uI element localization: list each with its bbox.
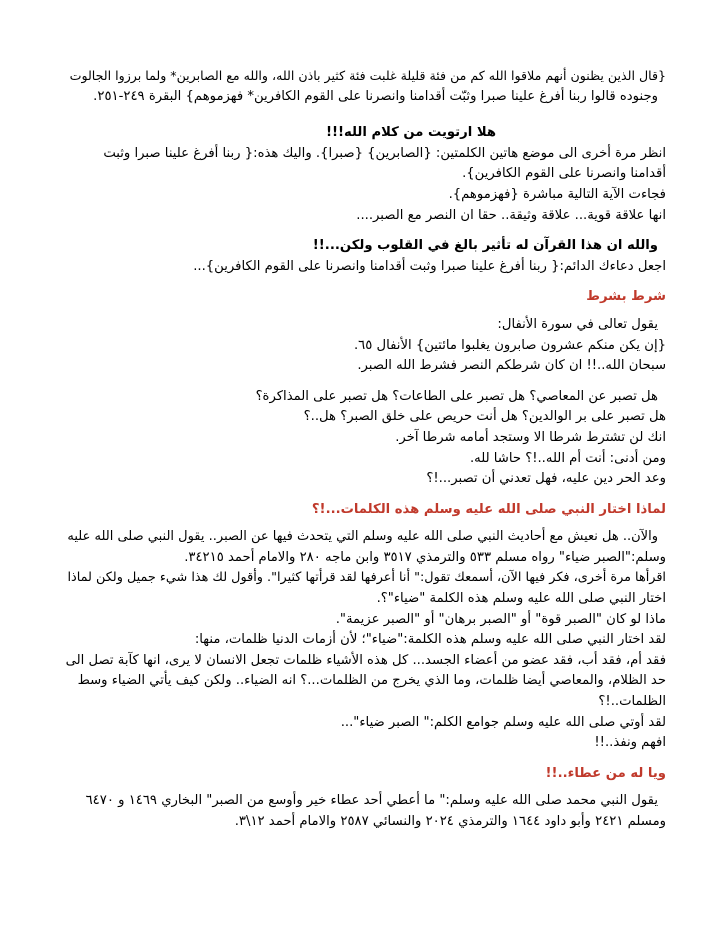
condition-line: سبحان الله..!! ان كان شرطكم النصر فشرط الله الصبر. bbox=[357, 358, 666, 374]
why-line: لقد اختار النبي صلى الله عليه وسلم هذه الكلمة:"ضياء"؛ لأن أزمات الدنيا ظلمات، منها: bbox=[194, 632, 666, 648]
condition-line: {إن يكن منكم عشرون صابرون يغلبوا مائتين} الأنفال ٦٥. bbox=[353, 337, 666, 353]
reflection-line: انها علاقة قوية... علاقة وثيقة.. حقا ان النصر مع الصبر.... bbox=[356, 207, 666, 223]
section-title: لماذا اختار النبي صلى الله عليه وسلم هذه الكلمات...!؟ bbox=[311, 501, 666, 517]
questions-section bbox=[66, 387, 666, 490]
reflection-line: فجاءت الآية التالية مباشرة {فهزموهم}. bbox=[448, 186, 666, 202]
gift-line: يقول النبي محمد صلى الله عليه وسلم:" ما أعطي أحد عطاء خير وأوسع من الصبر" البخاري ١٤٦٩ و ٦٤٧٠ bbox=[85, 793, 658, 809]
effect-line: والله ان هذا القرآن له تأثير بالغ في القلوب ولكن...!! bbox=[312, 238, 658, 254]
document-page bbox=[66, 66, 666, 833]
verse-intro bbox=[66, 66, 666, 107]
why-section bbox=[66, 500, 666, 754]
why-line: ماذا لو كان "الصبر قوة" أو "الصبر برهان" أو "الصبر عزيمة". bbox=[335, 611, 666, 627]
why-line: افهم ونفذ..!! bbox=[594, 735, 666, 751]
question-line: انك لن تشترط شرطا الا وستجد أمامه شرطا آخر. bbox=[395, 429, 666, 445]
why-line: الظلمات..!؟ bbox=[598, 694, 666, 710]
effect-line: اجعل دعاءك الدائم:{ ربنا أفرغ علينا صبرا وثبت أقدامنا وانصرنا على القوم الكافرين}... bbox=[193, 258, 666, 274]
condition-line: يقول تعالى في سورة الأنفال: bbox=[497, 316, 658, 332]
question-line: وعد الحر دين عليه، فهل تعدني أن تصبر...!؟ bbox=[426, 471, 666, 487]
why-line: اقرأها مرة أخرى، فكر فيها الآن، أسمعك تقول:" أنا أعرفها لقد قرأتها كثيرا". وأقول لك هذا شيء جميل ولكن لماذا bbox=[67, 570, 666, 586]
why-line: فقد أم، فقد أب، فقد عضو من أعضاء الجسد... كل هذه الأشياء ظلمات تجعل الانسان لا يرى، انها كآبة تصل الى bbox=[65, 652, 666, 668]
reflection-line: أقدامنا وانصرنا على القوم الكافرين}. bbox=[462, 166, 666, 182]
condition-section bbox=[66, 287, 666, 376]
why-line: وسلم:"الصبر ضياء" رواه مسلم ٥٣٣ والترمذي ٣٥١٧ وابن ماجه ٢٨٠ والامام أحمد ٣٤٢١٥. bbox=[184, 549, 666, 565]
gift-section bbox=[66, 764, 666, 833]
verse-line: {قال الذين يظنون أنهم ملاقوا الله كم من فئة قليلة غلبت فئة كثير باذن الله، والله مع الصابرين* ولما برزوا الجالوت bbox=[69, 68, 666, 83]
question-line: هل تصبر عن المعاصي؟ هل تصبر على الطاعات؟ هل تصبر على المذاكرة؟ bbox=[255, 388, 658, 404]
question-line: ومن أدنى: أنت أم الله..!؟ حاشا لله. bbox=[469, 450, 666, 466]
quran-effect bbox=[66, 236, 666, 277]
gift-line: ومسلم ٢٤٢١ وأبو داود ١٦٤٤ والترمذي ٢٠٢٤ والنسائي ٢٥٨٧ والامام أحمد ١٢\٣. bbox=[234, 814, 666, 829]
verse-line: وجنوده قالوا ربنا أفرغ علينا صبرا وثبّت أقدامنا وانصرنا على القوم الكافرين* فهزموهم} البقرة ٢٤٩-٢٥١. bbox=[93, 88, 658, 104]
section-title: شرط بشرط bbox=[586, 289, 666, 305]
reflection bbox=[66, 123, 666, 226]
why-line: اختار النبي صلى الله عليه وسلم هذه الكلمة "ضياء"؟. bbox=[376, 591, 666, 607]
why-line: والآن.. هل نعيش مع أحاديث النبي صلى الله عليه وسلم التي يتحدث فيها عن الصبر.. يقول النبي صلى الله عليه bbox=[67, 529, 658, 545]
why-line: حد الظلام، والمعاصي أيضا ظلمات، وما الذي يخرج من الظلمات...؟ انه الضياء.. ولكن كيف يأتي الضياء وسط bbox=[77, 673, 666, 689]
why-line: لقد أوتي صلى الله عليه وسلم جوامع الكلم:" الصبر ضياء"... bbox=[340, 714, 666, 730]
reflection-heading: هلا ارتويت من كلام الله!!! bbox=[325, 125, 496, 141]
section-title: ويا له من عطاء..!! bbox=[545, 765, 666, 781]
reflection-line: انظر مرة أخرى الى موضع هاتين الكلمتين: {الصابرين} {صبرا}. واليك هذه:{ ربنا أفرغ علينا صبرا وثبت bbox=[103, 145, 666, 161]
question-line: هل تصبر على بر الوالدين؟ هل أنت حريص على خلق الصبر؟ هل..؟ bbox=[303, 409, 666, 425]
